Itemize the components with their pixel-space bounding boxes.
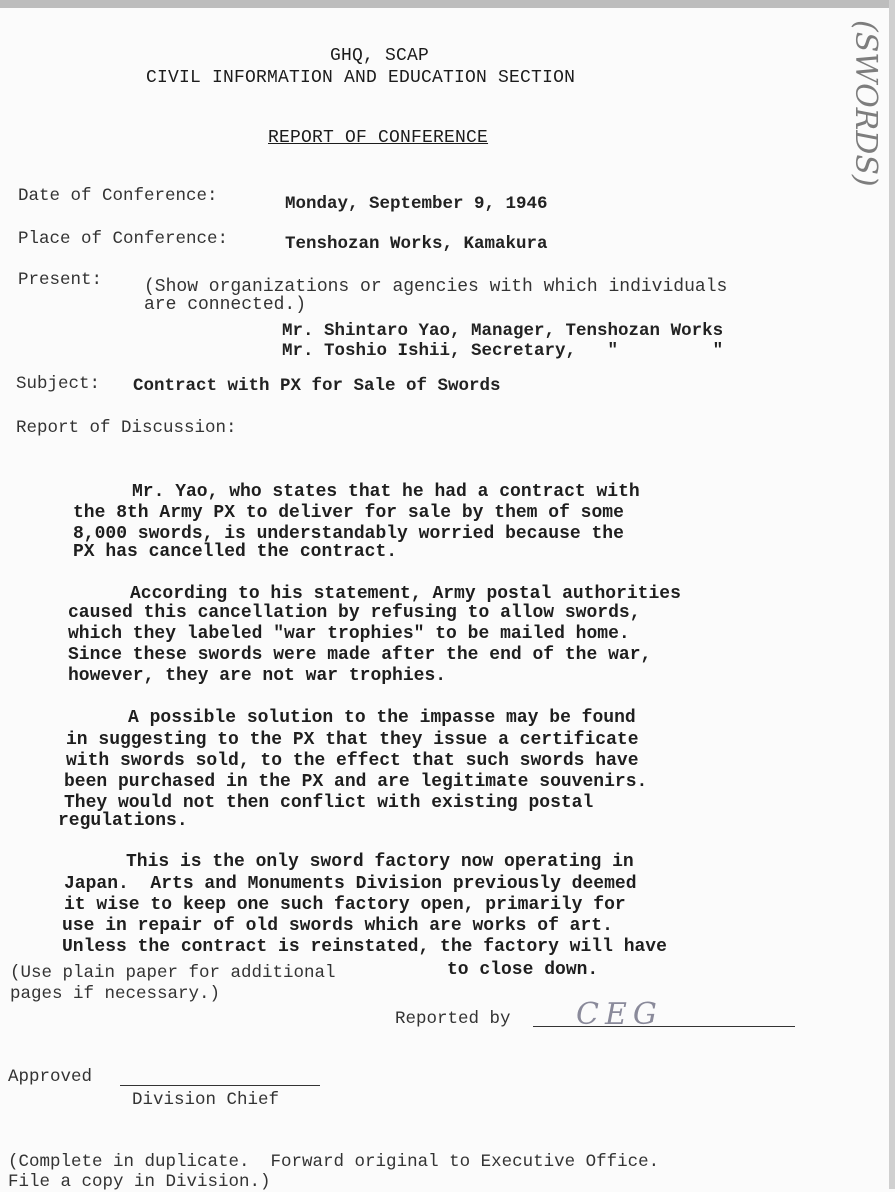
- division-chief-label: Division Chief: [132, 1090, 280, 1110]
- present-person-yao: Mr. Shintaro Yao, Manager, Tenshozan Works: [282, 321, 724, 341]
- date-value: Monday, September 9, 1946: [285, 194, 548, 214]
- paragraph-3-line: with swords sold, to the effect that such swords have: [66, 751, 639, 771]
- plain-paper-note-line2: pages if necessary.): [10, 984, 221, 1004]
- paragraph-3-line: regulations.: [58, 811, 188, 831]
- approved-label: Approved: [8, 1067, 93, 1087]
- paragraph-4-line: This is the only sword factory now operating in: [126, 852, 634, 872]
- paragraph-1-line: PX has cancelled the contract.: [73, 542, 398, 562]
- paragraph-3-line: in suggesting to the PX that they issue a certificate: [66, 730, 639, 750]
- present-instruction-line1: (Show organizations or agencies with which individuals: [144, 277, 728, 297]
- paragraph-2-line: however, they are not war trophies.: [68, 666, 447, 686]
- paragraph-2-line: caused this cancellation by refusing to allow swords,: [68, 603, 641, 623]
- paragraph-1-line: Mr. Yao, who states that he had a contract with: [132, 482, 640, 502]
- paragraph-4-line: Japan. Arts and Monuments Division previously deemed: [64, 874, 637, 894]
- report-of-discussion-label: Report of Discussion:: [16, 418, 237, 438]
- paragraph-4-line: use in repair of old swords which are works of art.: [62, 916, 613, 936]
- report-title: REPORT OF CONFERENCE: [268, 128, 489, 148]
- reported-by-label: Reported by: [395, 1009, 511, 1029]
- handwritten-margin-note: [826, 10, 895, 240]
- approved-signature-line: [120, 1085, 320, 1086]
- handwritten-signature: [572, 994, 682, 1034]
- paragraph-3-line: been purchased in the PX and are legitimate souvenirs.: [64, 772, 648, 792]
- paragraph-4-line: to close down.: [447, 960, 599, 980]
- place-value: Tenshozan Works, Kamakura: [285, 234, 548, 254]
- subject-label: Subject:: [16, 374, 101, 394]
- paragraph-4-line: Unless the contract is reinstated, the factory will have: [62, 937, 667, 957]
- complete-instruction-line2: File a copy in Division.): [8, 1172, 271, 1192]
- signature-initials: CEG: [576, 997, 663, 1032]
- paragraph-4-line: it wise to keep one such factory open, primarily for: [64, 895, 626, 915]
- date-label: Date of Conference:: [18, 186, 218, 206]
- section-header: CIVIL INFORMATION AND EDUCATION SECTION: [146, 68, 576, 88]
- paragraph-3-line: A possible solution to the impasse may be found: [128, 708, 636, 728]
- present-label: Present:: [18, 270, 103, 290]
- present-instruction-line2: are connected.): [144, 295, 307, 315]
- paragraph-1-line: 8,000 swords, is understandably worried because the: [73, 524, 624, 544]
- margin-note-text: (SWORDS): [848, 20, 883, 187]
- paragraph-2-line: which they labeled "war trophies" to be mailed home.: [68, 624, 630, 644]
- paragraph-2-line: Since these swords were made after the end of the war,: [68, 645, 652, 665]
- present-person-ishii: Mr. Toshio Ishii, Secretary, " ": [282, 341, 724, 361]
- place-label: Place of Conference:: [18, 229, 229, 249]
- subject-value: Contract with PX for Sale of Swords: [133, 376, 501, 396]
- paragraph-1-line: the 8th Army PX to deliver for sale by them of some: [73, 503, 624, 523]
- plain-paper-note-line1: (Use plain paper for additional: [10, 963, 336, 983]
- paragraph-3-line: They would not then conflict with existing postal: [64, 793, 594, 813]
- scan-top-edge: [0, 0, 895, 8]
- org-header: GHQ, SCAP: [330, 46, 430, 66]
- paragraph-2-line: According to his statement, Army postal authorities: [130, 584, 681, 604]
- complete-instruction-line1: (Complete in duplicate. Forward original to Executive Office.: [8, 1152, 660, 1172]
